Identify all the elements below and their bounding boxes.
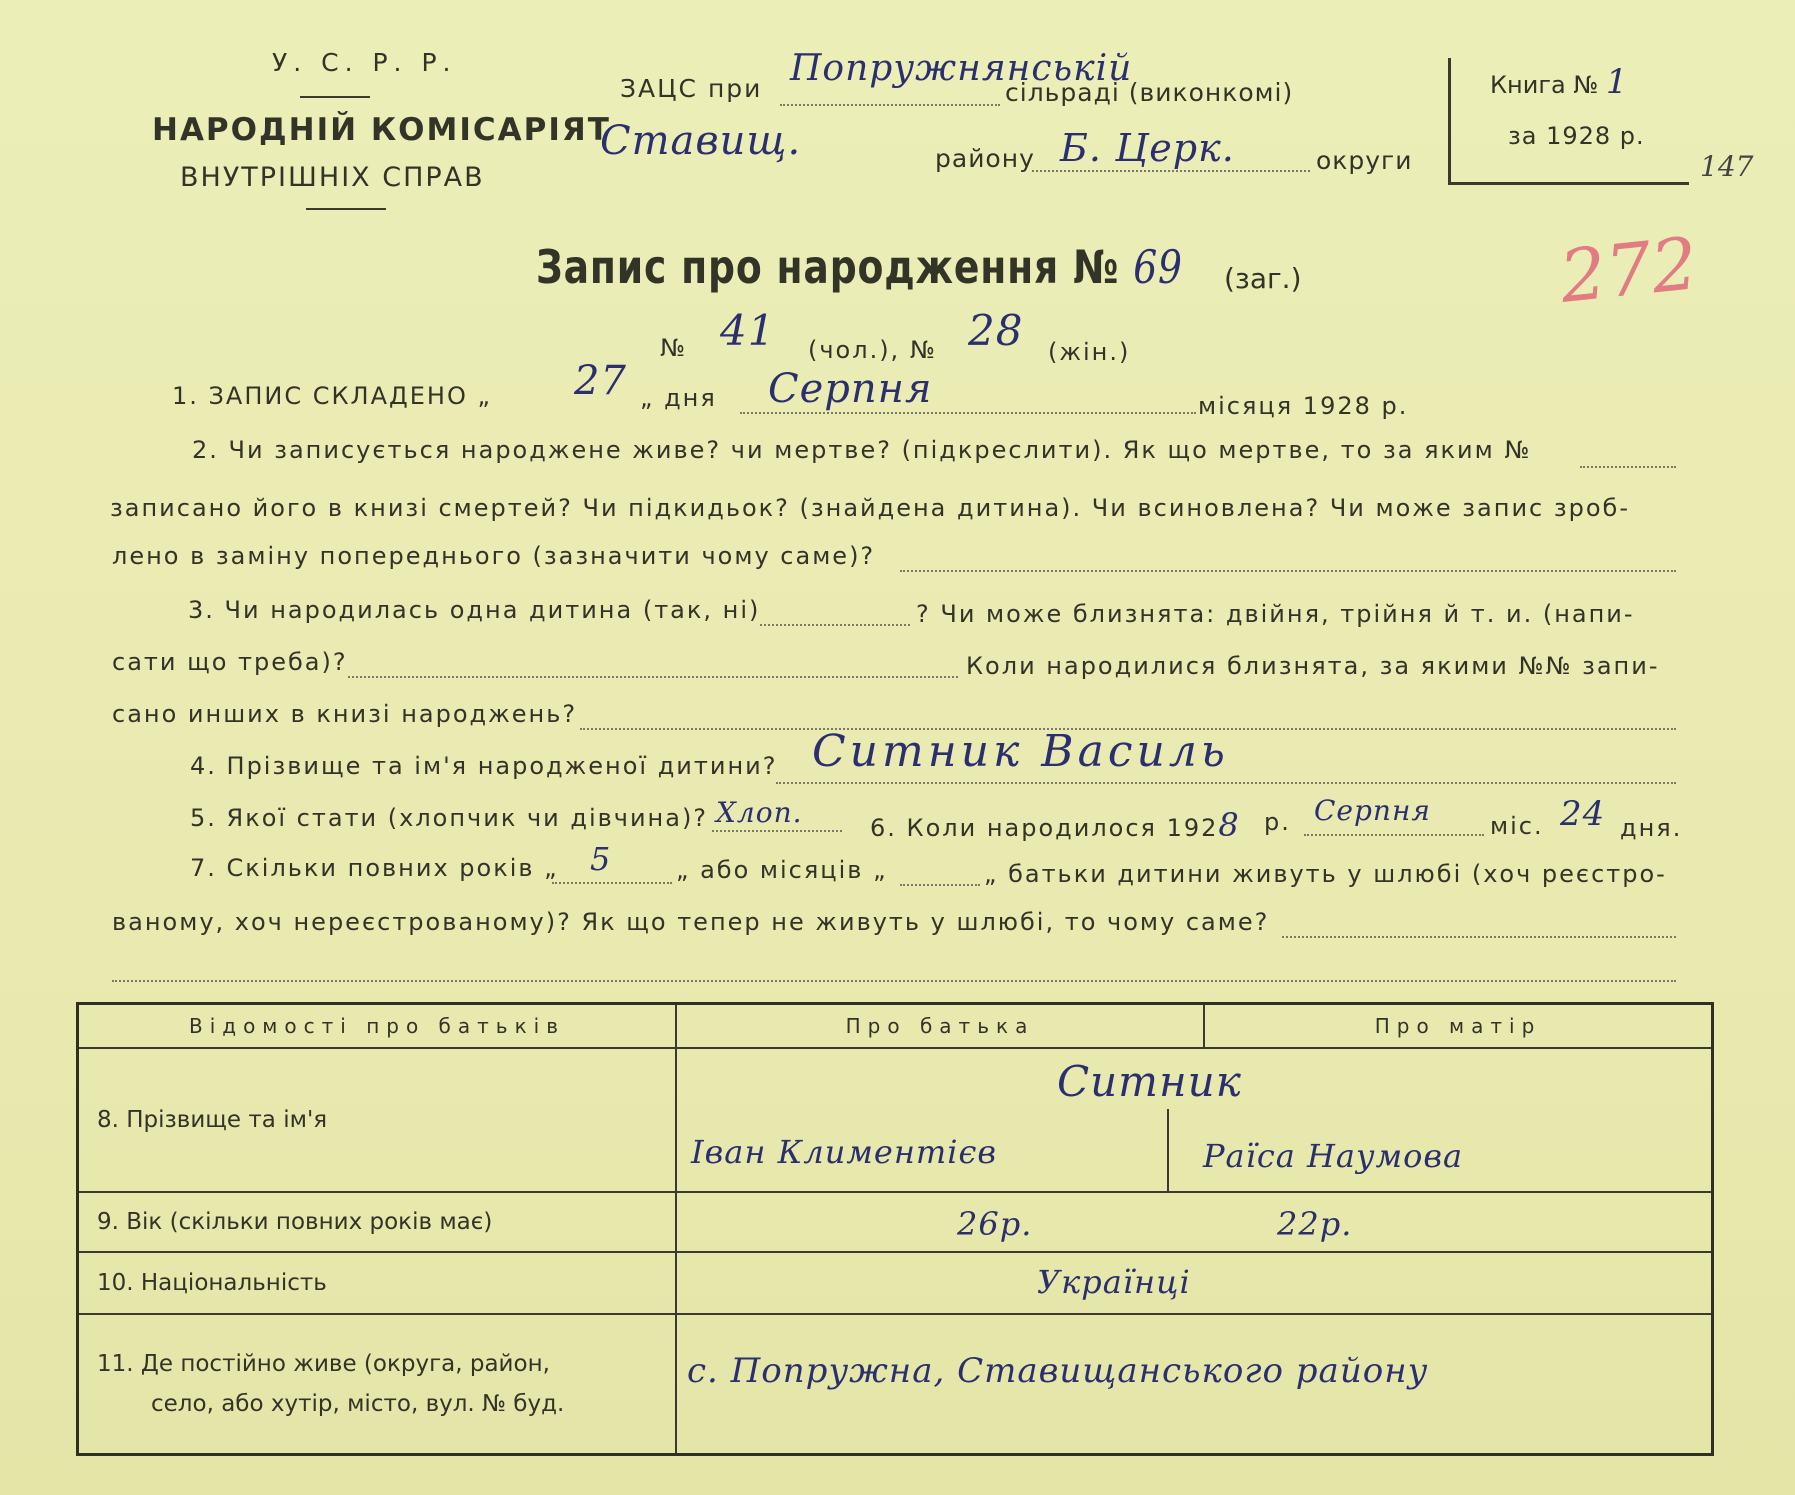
father-name: Іван Климентієв: [691, 1132, 998, 1171]
header-parents-info: Відомості про батьків: [78, 1004, 677, 1048]
fill-line: [1304, 834, 1484, 836]
no-label: №: [660, 334, 687, 362]
table-row: [78, 1192, 1713, 1252]
row-label: 9. Вік (скільки повних років має): [78, 1192, 677, 1252]
book-number: 1: [1605, 62, 1629, 102]
q1-day: 27: [574, 358, 627, 404]
female-number: 28: [968, 306, 1024, 355]
table-row: [78, 1048, 1713, 1192]
row-label: 8. Прізвище та ім'я: [78, 1048, 677, 1192]
female-label: (жін.): [1048, 338, 1131, 366]
q6-r-label: р.: [1264, 808, 1291, 836]
department-header: ВНУТРІШНІХ СПРАВ: [180, 162, 485, 193]
q3-line1a: 3. Чи народилась одна дитина (так, ні): [188, 596, 761, 624]
q6-month: Серпня: [1314, 794, 1431, 827]
column-divider: [1167, 1109, 1169, 1191]
village-handwritten: Попружнянській: [790, 48, 1133, 89]
q2-line3: лено в заміну попереднього (зазначити чому саме)?: [112, 542, 876, 570]
male-label: (чол.), №: [808, 336, 937, 364]
q2-line2: записано його в книзі смертей? Чи підкидьок? (знайдена дитина). Чи всиновлена? Чи може запис зроб-: [110, 494, 1631, 522]
q7-line2: ваному, хоч нереєстрованому)? Як що тепер не живуть у шлюбі, то чому саме?: [112, 908, 1270, 936]
row-label: 11. Де постійно живе (округа, район, село, або хутір, місто, вул. № буд.: [78, 1314, 677, 1455]
fill-line: [900, 570, 1676, 572]
q4-answer: Ситник Василь: [812, 726, 1229, 777]
father-age: 26р.: [957, 1204, 1033, 1243]
q3-line2b: Коли народилися близнята, за якими №№ запи-: [966, 652, 1660, 680]
book-label: Книга № 1: [1490, 62, 1629, 102]
q1-suffix: місяця 1928 р.: [1198, 392, 1409, 420]
fill-line: [740, 412, 1196, 414]
q6-mis-label: міс.: [1490, 812, 1544, 840]
residence: с. Попружна, Ставищанського району: [687, 1350, 1429, 1391]
q1-prefix: 1. ЗАПИС СКЛАДЕНО „: [172, 382, 492, 410]
q6-label: 6. Коли народилося 1928: [870, 806, 1240, 844]
parents-table: [76, 1002, 1714, 1456]
q7-label-c: „ батьки дитини живуть у шлюбі (хоч реєстро-: [984, 860, 1667, 888]
header-mother: Про матір: [1204, 1004, 1713, 1048]
district-handwritten: Ставищ.: [600, 118, 802, 164]
q6-day: 24: [1560, 794, 1606, 834]
row-label: 10. Національність: [78, 1252, 677, 1314]
q3-line2a: сати що треба)?: [112, 648, 348, 676]
record-number: 69: [1133, 240, 1183, 294]
nationality: Українці: [1037, 1262, 1191, 1301]
fill-line: [1580, 466, 1676, 468]
age-cell: [676, 1192, 1713, 1252]
q7-label-b: „ або місяців „: [676, 856, 888, 884]
fill-line: [1282, 936, 1676, 938]
commissariat-header: НАРОДНІЙ КОМІСАРІЯТ: [152, 112, 611, 148]
fill-line: [900, 884, 980, 886]
mother-age: 22р.: [1277, 1204, 1353, 1243]
q7-label-a: 7. Скільки повних років „: [190, 854, 559, 882]
record-title: Запис про народження № 69: [536, 240, 1183, 294]
okrug-handwritten: Б. Церк.: [1060, 126, 1235, 170]
okrugy-label: округи: [1316, 146, 1413, 175]
red-pencil-mark: 272: [1555, 221, 1702, 319]
fill-line: [780, 104, 1000, 106]
divider: [300, 96, 370, 98]
q7-years: 5: [590, 840, 612, 878]
table-row: [78, 1314, 1713, 1455]
state-header: У. С. Р. Р.: [272, 48, 457, 77]
zacs-label: ЗАЦС при: [620, 74, 763, 103]
fill-line: [760, 624, 910, 626]
header-father: Про батька: [676, 1004, 1204, 1048]
fill-line: [1032, 170, 1310, 172]
rayonu-label: району: [935, 144, 1035, 173]
q3-line3: сано инших в книзі народжень?: [112, 700, 578, 728]
surname-shared: Ситник: [1057, 1056, 1242, 1106]
nationality-cell: [676, 1252, 1713, 1314]
q1-dnya: „ дня: [640, 384, 717, 412]
fill-line: [112, 980, 1676, 982]
fill-line: [552, 882, 672, 884]
q5-label: 5. Якої стати (хлопчик чи дівчина)?: [190, 804, 709, 832]
q3-line1b: ? Чи може близнята: двійня, трійня й т. и. (напи-: [916, 600, 1635, 628]
side-number: 147: [1700, 150, 1754, 183]
male-number: 41: [720, 306, 776, 355]
q5-answer: Хлоп.: [716, 796, 803, 829]
fill-line: [712, 830, 842, 832]
silradi-label: сільраді (виконкомі): [1005, 78, 1294, 107]
divider: [306, 208, 386, 210]
q4-label: 4. Прізвище та ім'я народженої дитини?: [190, 752, 778, 780]
book-year: за 1928 р.: [1508, 122, 1645, 150]
q6-dnya: дня.: [1620, 814, 1683, 842]
q6-year-digit: 8: [1218, 806, 1240, 844]
fill-line: [776, 782, 1676, 784]
names-cell: [676, 1048, 1713, 1192]
q1-month: Серпня: [768, 366, 933, 412]
mother-name: Раїса Наумова: [1203, 1136, 1464, 1175]
fill-line: [348, 676, 958, 678]
q2-line1: 2. Чи записується народжене живе? чи мертве? (підкреслити). Як що мертве, то за яким №: [192, 436, 1532, 464]
table-row: [78, 1252, 1713, 1314]
residence-cell: [676, 1314, 1713, 1455]
record-suffix: (заг.): [1224, 262, 1302, 295]
table-header-row: [78, 1004, 1713, 1048]
